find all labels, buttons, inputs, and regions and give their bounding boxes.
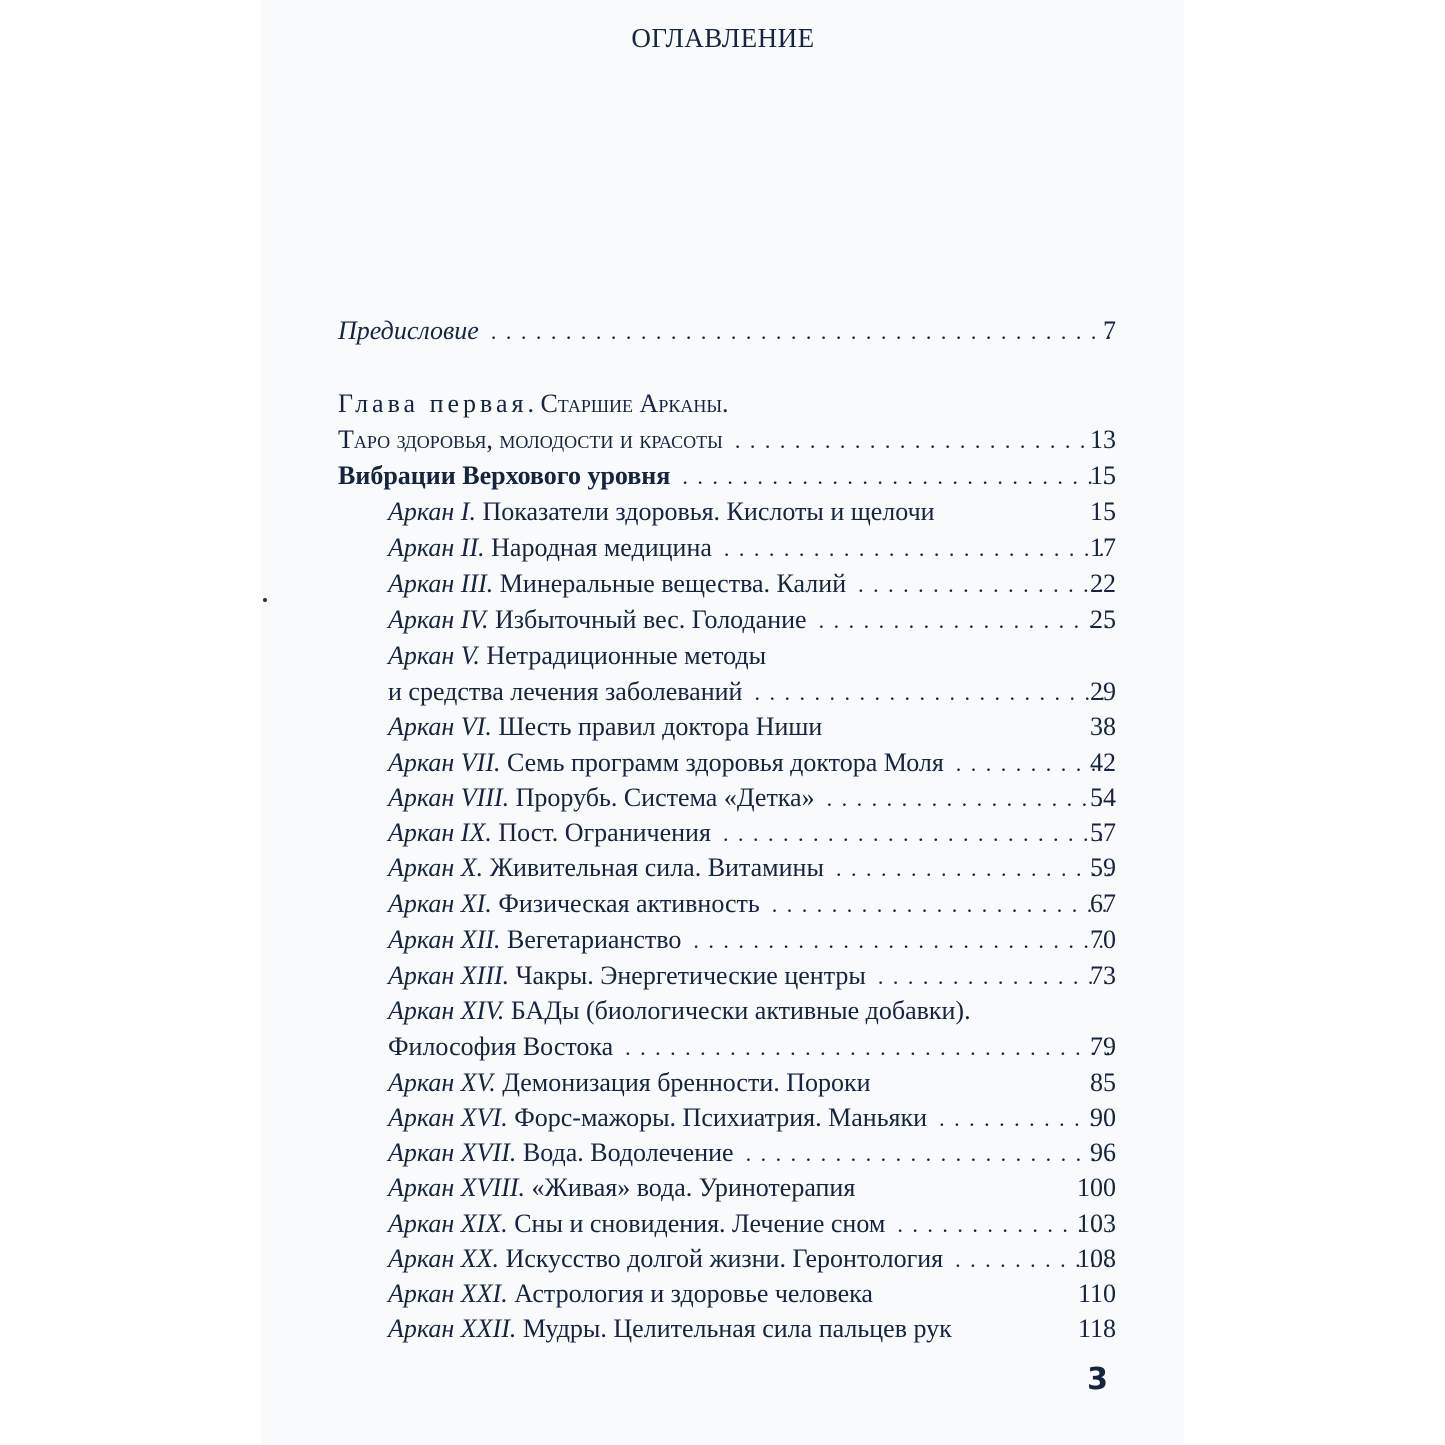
toc-preface	[338, 314, 1118, 348]
toc-entry-page: 59	[1090, 853, 1116, 882]
toc-entry-title: Философия Востока	[388, 1032, 614, 1061]
toc-entry-arcan: Аркан XI.	[388, 889, 492, 918]
toc-entry-page: 57	[1090, 818, 1116, 847]
toc-entry	[388, 781, 1118, 815]
toc-entry-page: 103	[1077, 1209, 1116, 1238]
toc-entry-page: 15	[1090, 497, 1116, 526]
toc-entry-page: 79	[1090, 1032, 1116, 1061]
toc-entry	[388, 959, 1118, 993]
toc-entry	[388, 746, 1118, 780]
toc-chapter-heading	[338, 387, 1118, 421]
toc-entry-arcan: Аркан X.	[388, 853, 484, 882]
toc-entry-arcan: Аркан XVI.	[388, 1103, 508, 1132]
toc-entry-title: Народная медицина	[484, 533, 712, 562]
toc-entry-arcan: Аркан XII.	[388, 925, 501, 954]
toc-entry-page: 90	[1090, 1103, 1116, 1132]
toc-entry-page: 73	[1090, 961, 1116, 990]
toc-entry-page: 100	[1077, 1173, 1116, 1202]
toc-entry-title: Астрология и здоровье человека	[507, 1279, 873, 1308]
toc-entry-arcan: Аркан V.	[388, 641, 480, 670]
toc-entry	[388, 567, 1118, 601]
toc-entry-title: Нетрадиционные методы	[479, 641, 767, 670]
toc-entry-title: «Живая» вода. Уринотерапия	[525, 1173, 856, 1202]
toc-entry-page: 38	[1090, 712, 1116, 741]
toc-entry	[388, 531, 1118, 565]
toc-entry-page: 118	[1077, 1314, 1116, 1343]
toc-entry-page: 42	[1090, 748, 1116, 777]
toc-entry-arcan: Аркан XV.	[388, 1068, 496, 1097]
toc-entry-arcan: Аркан XIII.	[388, 961, 510, 990]
toc-entry-page: 22	[1090, 569, 1116, 598]
toc-entry-title: Форс-мажоры. Психиатрия. Маньяки	[507, 1103, 928, 1132]
toc-entry-page: 67	[1090, 889, 1116, 918]
toc-entry-title: Минеральные вещества. Калий	[493, 569, 847, 598]
toc-entry-title: Вегетарианство	[500, 925, 682, 954]
toc-entry	[388, 495, 1118, 529]
toc-preface-label: Предисловие	[338, 316, 479, 345]
toc-entry-arcan: Аркан XIX.	[388, 1209, 508, 1238]
page-title: ОГЛАВЛЕНИЕ	[631, 23, 815, 53]
toc-entry-title: Искусство долгой жизни. Геронтология	[499, 1244, 944, 1273]
toc-chapter-prefix: Глава первая	[338, 389, 528, 418]
toc-entry	[388, 1207, 1118, 1241]
toc-entry-title: Показатели здоровья. Кислоты и щелочи	[475, 497, 935, 526]
toc-entry-title: и средства лечения заболеваний	[388, 677, 743, 706]
toc-entry	[388, 816, 1118, 850]
toc-entry	[388, 1277, 1118, 1311]
toc-entry-arcan: Аркан IX.	[388, 818, 492, 847]
toc-entry	[388, 887, 1118, 921]
toc-entry-title: Пост. Ограничения	[491, 818, 711, 847]
toc-entry-page: 110	[1077, 1279, 1116, 1308]
toc-entry	[388, 1242, 1118, 1276]
toc-entry-title: Прорубь. Система «Детка»	[509, 783, 815, 812]
toc-entry-title: Вода. Водолечение	[516, 1138, 734, 1167]
toc-entry-title: Демонизация бренности. Пороки	[495, 1068, 871, 1097]
toc-entry-page: 25	[1090, 605, 1116, 634]
toc-entry	[388, 851, 1118, 885]
print-speck	[263, 598, 267, 602]
page-number: 3	[1087, 1362, 1108, 1397]
toc-entry-title: Мудры. Целительная сила пальцев рук	[516, 1314, 952, 1343]
toc-entry-arcan: Аркан XVIII.	[388, 1173, 526, 1202]
toc-entry	[388, 994, 1118, 1028]
toc-entry	[388, 1171, 1118, 1205]
toc-section-label: Вибрации Верхового уровня	[338, 461, 671, 490]
toc-entry-title: Физическая активность	[491, 889, 760, 918]
toc-entry-arcan: Аркан VIII.	[388, 783, 510, 812]
toc-entry-arcan: Аркан VI.	[388, 712, 492, 741]
toc-entry-title: Чакры. Энергетические центры	[509, 961, 866, 990]
toc-entry-title: Избыточный вес. Голодание	[488, 605, 807, 634]
toc-entry	[388, 639, 1118, 673]
toc-chapter-subtitle-text: Таро здоровья, молодости и красоты	[338, 425, 723, 454]
toc-entry-title: Сны и сновидения. Лечение сном	[507, 1209, 886, 1238]
toc-section-page: 15	[1090, 461, 1116, 490]
toc-entry	[388, 1066, 1118, 1100]
toc-entry	[388, 1136, 1118, 1170]
book-page	[262, 0, 1184, 1445]
toc-entry-arcan: Аркан III.	[388, 569, 494, 598]
toc-entry-page: 54	[1090, 783, 1116, 812]
toc-entry-title: Живительная сила. Витамины	[483, 853, 824, 882]
toc-entry-arcan: Аркан VII.	[388, 748, 501, 777]
toc-section	[338, 459, 1118, 493]
toc-entry-title: Семь программ здоровья доктора Моля	[500, 748, 944, 777]
toc-chapter-title: . Старшие Арканы.	[527, 389, 729, 418]
toc-entry-title: Шесть правил доктора Ниши	[491, 712, 823, 741]
toc-entry-page: 29	[1090, 677, 1116, 706]
toc-entry-page: 108	[1077, 1244, 1116, 1273]
toc-chapter-subtitle	[338, 423, 1118, 457]
toc-entry-title: БАДы (биологически активные добавки).	[504, 996, 971, 1025]
toc-entry	[388, 710, 1118, 744]
toc-entry-page: 85	[1090, 1068, 1116, 1097]
toc-entry-arcan: Аркан XXII.	[388, 1314, 517, 1343]
toc-entry	[388, 1312, 1118, 1346]
toc-preface-page: 7	[1103, 316, 1116, 345]
toc-entry-arcan: Аркан IV.	[388, 605, 489, 634]
toc-entry-page: 70	[1090, 925, 1116, 954]
toc-leader	[491, 315, 1110, 349]
toc-entry-arcan: Аркан XIV.	[388, 996, 505, 1025]
toc-entry-arcan: Аркан XVII.	[388, 1138, 517, 1167]
toc-entry	[388, 603, 1118, 637]
toc-entry	[388, 1101, 1118, 1135]
toc-entry	[388, 1030, 1118, 1064]
toc-entry-arcan: Аркан XX.	[388, 1244, 500, 1273]
toc-entry-arcan: Аркан I.	[388, 497, 476, 526]
toc-chapter-page: 13	[1090, 425, 1116, 454]
toc-entry-arcan: Аркан II.	[388, 533, 485, 562]
toc-entry-page: 17	[1090, 533, 1116, 562]
toc-entry-arcan: Аркан XXI.	[388, 1279, 508, 1308]
toc-entry	[388, 923, 1118, 957]
toc-entry-page: 96	[1090, 1138, 1116, 1167]
toc-entry	[388, 675, 1118, 709]
